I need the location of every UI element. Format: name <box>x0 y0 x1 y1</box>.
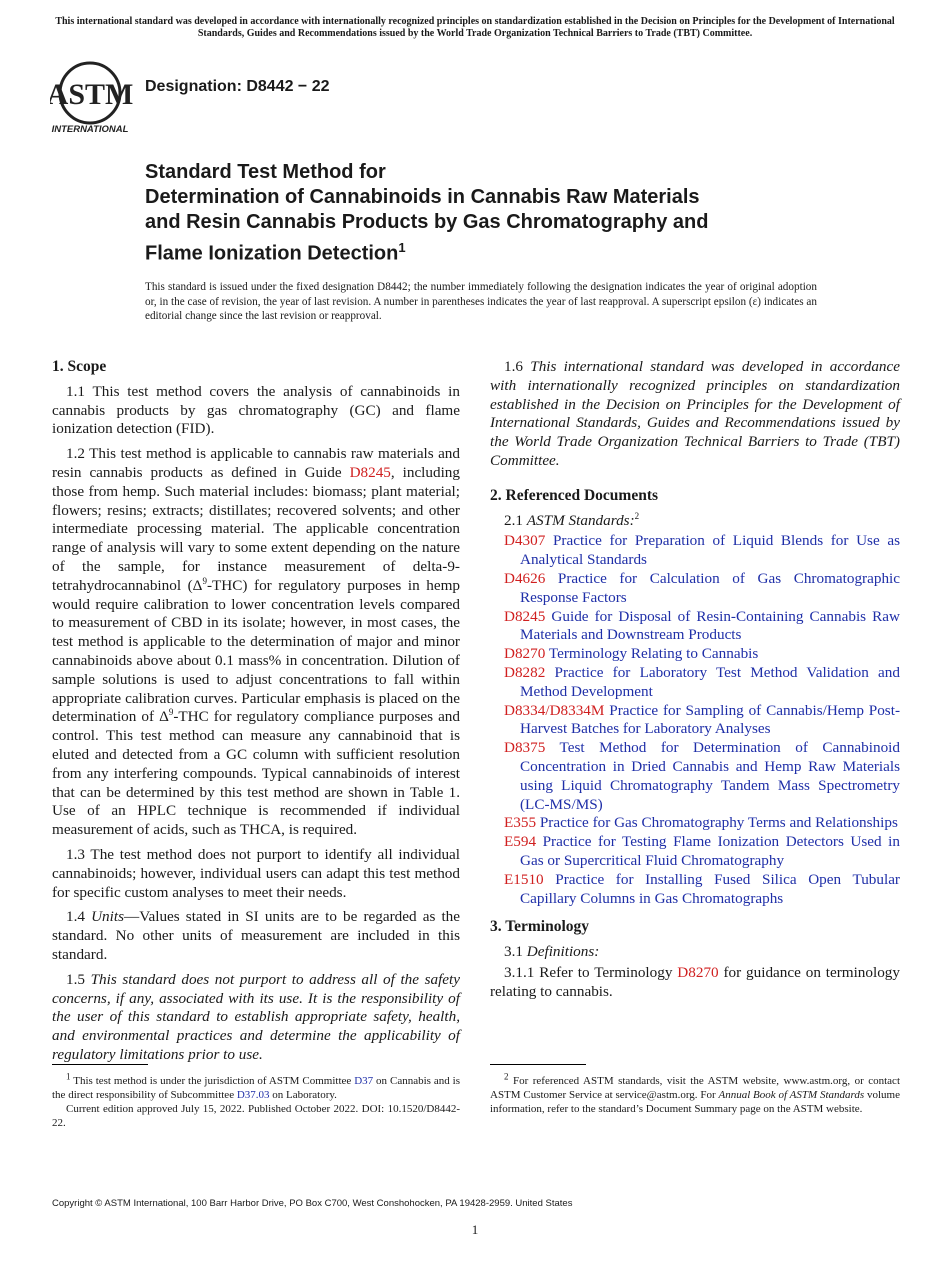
section-heading-terminology: 3. Terminology <box>490 918 590 936</box>
document-title <box>145 160 845 267</box>
issued-note: This standard is issued under the fixed designation D8442; the number immediately following the designation indicates the year of original adoption or, in the case of revision, the year of last revision. A number in parentheses indicates the year of last reapproval. A superscript epsilon (ε) indicates an editorial change since the last revision or reapproval. <box>145 281 817 322</box>
reference-item[interactable]: D4626 Practice for Calculation of Gas Chromatographic Response Factors <box>504 569 900 606</box>
right-column <box>490 358 900 1008</box>
left-column <box>52 358 460 1065</box>
page-number: 1 <box>471 1222 479 1237</box>
paragraph-1-6: 1.6 This international standard was developed in accordance with internationally recognized principles on standardization established in the Decision on Principles for the Development of International Standards, Guides and Recommendations issued by the World Trade Organization Technical Barriers to Trade (TBT) Committee. <box>490 358 901 469</box>
reference-item[interactable]: D4307 Practice for Preparation of Liquid Blends for Use as Analytical Standards <box>504 532 900 569</box>
link-d37[interactable]: D37 <box>354 1075 374 1087</box>
subsection-definitions: 3.1 Definitions: <box>504 943 600 961</box>
paragraph-1-3: 1.3 The test method does not purport to identify all individual cannabinoids; however, individual users can adapt this test method for specific custom analyses to meet their needs. <box>52 845 460 901</box>
reference-item[interactable]: D8282 Practice for Laboratory Test Method Validation and Method Development <box>504 663 900 700</box>
title-line-4: Flame Ionization Detection$^1$ <box>145 240 406 265</box>
copyright-footer: Copyright © ASTM International, 100 Barr Harbor Drive, PO Box C700, West Conshohocken, PA 19428-2959. United States <box>52 1198 573 1209</box>
title-line-1: Standard Test Method for <box>145 161 386 183</box>
svg-text:ASTM: ASTM <box>50 78 134 111</box>
link-d8245[interactable]: D8245 <box>349 463 391 481</box>
footnote-divider-right <box>490 1064 586 1065</box>
reference-item[interactable]: E355 Practice for Gas Chromatography Terms and Relationships <box>504 814 898 832</box>
designation: Designation: D8442 − 22 <box>145 78 330 95</box>
reference-item[interactable]: D8375 Test Method for Determination of Cannabinoid Concentration in Dried Cannabis and Hemp Raw Materials using Liquid Chromatography Tandem Mass Spectrometry (LC-MS/MS) <box>504 739 900 813</box>
reference-item[interactable]: E594 Practice for Testing Flame Ionization Detectors Used in Gas or Supercritical Fluid Chromatography <box>504 833 900 869</box>
subsection-astm-standards: 2.1 ASTM Standards:$^2$ <box>504 510 640 529</box>
svg-text:INTERNATIONAL: INTERNATIONAL <box>51 124 129 135</box>
reference-item[interactable]: D8270 Terminology Relating to Cannabis <box>504 645 759 663</box>
reference-item[interactable]: D8334/D8334M Practice for Sampling of Cannabis/Hemp Post-Harvest Batches for Laboratory Analyses <box>504 701 900 738</box>
paragraph-1-2: 1.2 This test method is applicable to cannabis raw materials and resin cannabis products as defined in Guide D8245, including those from hemp. Such material includes: biomass; plant material; flowers; resins; extracts; distillates; recovered solvents; and other intermediate processing material. The applicable concentration range of analysis will vary to some extent depending on the nature of the sample, for instance measurement of delta-9-tetrahydrocannabinol $(\Delta^9-THC)$ for regulatory purposes in hemp would require calibration to lower concentration levels compared to measurement of CBD in its isolate; however, in most cases, the test method is applicable to the determination of major and minor cannabinoids above about 0.1 mass% in concentration. Dilution of sample solutions is used to adjust concentrations to fall within appropriate calibration curves. Particular emphasis is placed on the determination of $\Delta^9$-THC for regulatory compliance purposes and control. This test method can measure any cannabinoid that is eluted and detected from a GC column with sufficient resolution from any interfering compounds. Typical cannabinoids of interest that can be determined by this test method are shown in Table 1. Use of an HPLC technique is recommended if individual measurement of acids, such as THCA, is required. <box>52 445 460 839</box>
title-footnote-ref[interactable]: 1 <box>398 240 406 255</box>
paragraph-3-1-1: 3.1.1 Refer to Terminology D8270 for guidance on terminology relating to cannabis. <box>490 963 900 1000</box>
astm-logo <box>50 60 136 136</box>
paragraph-1-5: 1.5 This standard does not purport to address all of the safety concerns, if any, associated with its use. It is the responsibility of the user of this standard to establish appropriate safety, health, and environmental practices and determine the applicability of regulatory limitations prior to use. <box>52 970 461 1063</box>
wto-notice: This international standard was developed in accordance with internationally recognized principles on standardization established in the Decision on Principles for the Development of International Standards, Guides and Recommendations issued by the World Trade Organization Technical Barriers to Trade (TBT) Committee. <box>55 16 895 39</box>
section-heading-scope: 1. Scope <box>52 358 107 375</box>
title-line-2: Determination of Cannabinoids in Cannabis Raw Materials <box>145 186 700 208</box>
link-d8270[interactable]: D8270 <box>677 963 719 981</box>
footnote-divider-left <box>52 1064 148 1065</box>
paragraph-1-1: 1.1 This test method covers the analysis of cannabinoids in cannabis products by gas chromatography (GC) and flame ionization detection (FID). <box>52 382 460 438</box>
reference-list <box>490 532 900 908</box>
section-heading-referenced-documents: 2. Referenced Documents <box>490 486 659 504</box>
link-d37-03[interactable]: D37.03 <box>236 1089 270 1101</box>
footnote-1: $^1$ This test method is under the jurisdiction of ASTM Committee D37 on Cannabis and is the direct responsibility of Subcommittee D37.03 on Laboratory. Current edition approved July 15, 2022. Published October 2022. DOI: 10.1520/D8442-22. <box>52 1071 460 1129</box>
footnote-ref-2[interactable]: 2 <box>634 510 640 521</box>
footnote-2: $^2$ For referenced ASTM standards, visit the ASTM website, www.astm.org, or contact ASTM Customer Service at service@astm.org. For Annual Book of ASTM Standards volume information, refer to the standard’s Document Summary page on the ASTM website. <box>490 1071 900 1115</box>
paragraph-1-4: 1.4 Units—Values stated in SI units are to be regarded as the standard. No other units of measurement are included in this standard. <box>52 908 461 963</box>
reference-item[interactable]: E1510 Practice for Installing Fused Silica Open Tubular Capillary Columns in Gas Chromatographs <box>504 870 900 907</box>
title-line-3: and Resin Cannabis Products by Gas Chromatography and <box>145 211 709 233</box>
reference-item[interactable]: D8245 Guide for Disposal of Resin-Containing Cannabis Raw Materials and Downstream Products <box>504 607 900 644</box>
